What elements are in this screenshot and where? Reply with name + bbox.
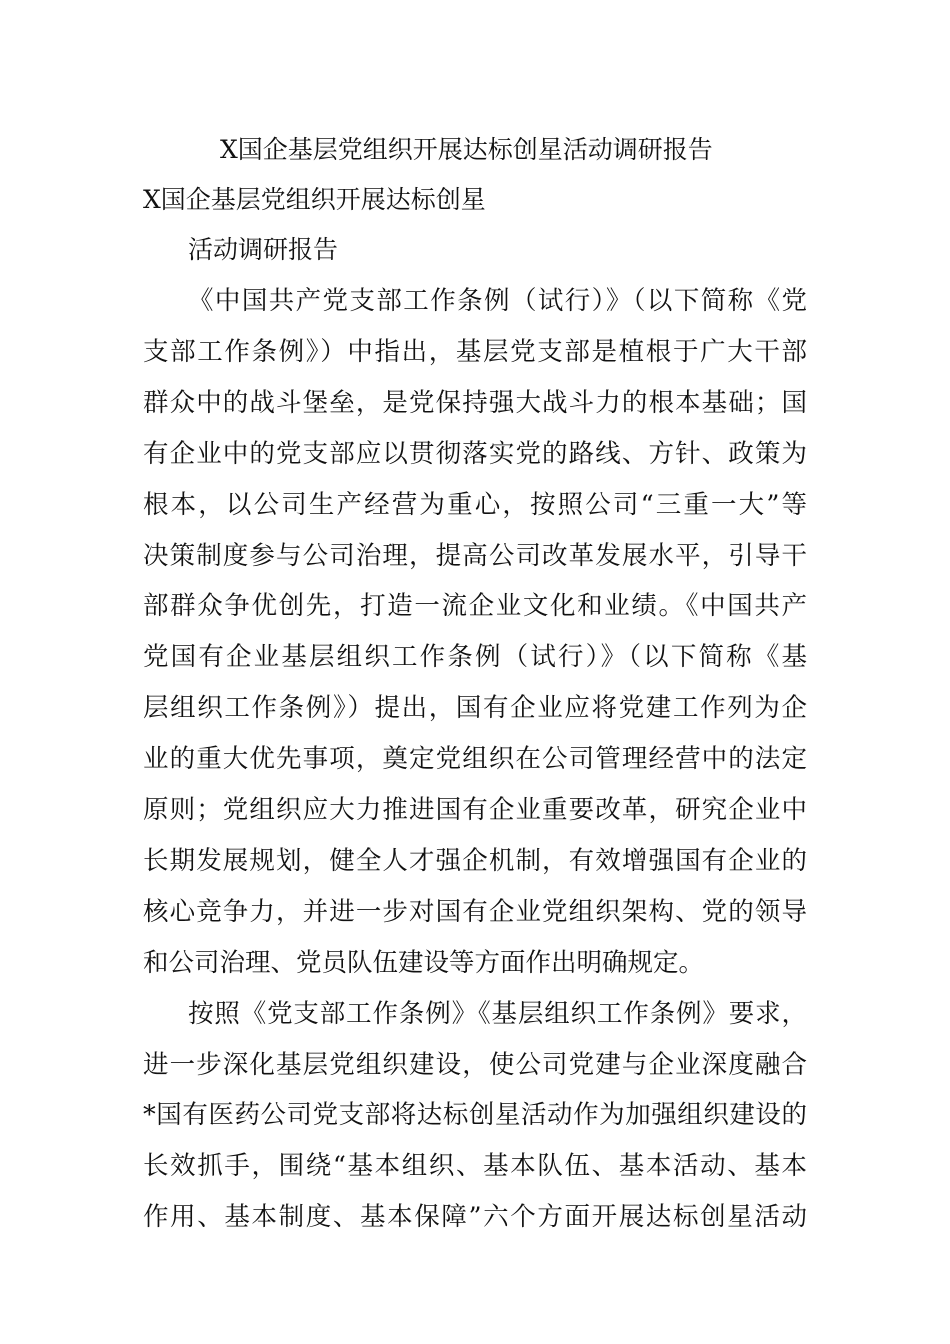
body-line: 进一步深化基层党组织建设，使公司党建与企业深度融合 [143, 1049, 807, 1080]
body-line: 按照《党支部工作条例》《基层组织工作条例》要求， [188, 998, 807, 1029]
body-line: 支部工作条例》）中指出，基层党支部是植根于广大干部 [143, 336, 807, 367]
body-line: 业的重大优先事项，奠定党组织在公司管理经营中的法定 [143, 744, 807, 775]
body-line: 作用、基本制度、基本保障”六个方面开展达标创星活动 [143, 1202, 807, 1233]
body-line: 根本，以公司生产经营为重心，按照公司“三重一大”等 [143, 489, 807, 520]
body-line: 层组织工作条例》）提出，国有企业应将党建工作列为企 [143, 693, 807, 724]
body-line: 决策制度参与公司治理，提高公司改革发展水平，引导干 [143, 540, 807, 571]
body-line: 党国有企业基层组织工作条例（试行）》（以下简称《基 [143, 642, 807, 673]
body-line: 《中国共产党支部工作条例（试行）》（以下简称《党 [188, 286, 807, 316]
body-line: 有企业中的党支部应以贯彻落实党的路线、方针、政策为 [143, 438, 807, 469]
document-title: X国企基层党组织开展达标创星活动调研报告 [220, 135, 713, 164]
body-line: 核心竞争力，并进一步对国有企业党组织架构、党的领导 [143, 896, 807, 927]
body-line: 和公司治理、党员队伍建设等方面作出明确规定。 [143, 947, 705, 978]
body-line: *国有医药公司党支部将达标创星活动作为加强组织建设的 [143, 1100, 807, 1131]
body-line: 部群众争优创先，打造一流企业文化和业绩。《中国共产 [143, 591, 807, 622]
body-line: 长效抓手，围绕“基本组织、基本队伍、基本活动、基本 [143, 1151, 807, 1182]
body-line: 群众中的战斗堡垒，是党保持强大战斗力的根本基础；国 [143, 387, 807, 418]
subtitle-line-1: X国企基层党组织开展达标创星 [143, 185, 486, 214]
body-line: 原则；党组织应大力推进国有企业重要改革，研究企业中 [143, 795, 807, 825]
subtitle-line-2: 活动调研报告 [188, 235, 339, 264]
body-line: 长期发展规划，健全人才强企机制，有效增强国有企业的 [143, 845, 807, 876]
